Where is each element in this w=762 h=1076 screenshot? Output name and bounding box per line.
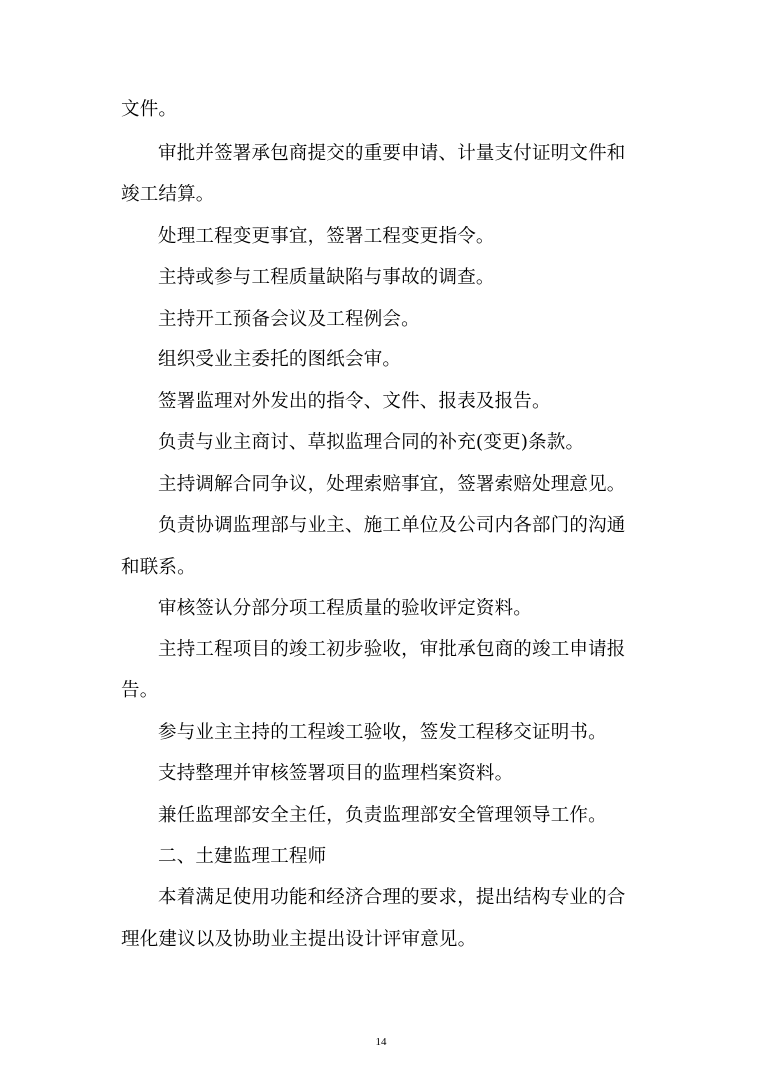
text-line: 兼任监理部安全主任，负责监理部安全管理领导工作。 — [158, 805, 607, 826]
text-line: 负责与业主商讨、草拟监理合同的补充(变更)条款。 — [158, 432, 585, 453]
text-line: 文件。 — [121, 99, 178, 120]
text-line: 主持工程项目的竣工初步验收，审批承包商的竣工申请报 — [158, 639, 626, 660]
text-line: 负责协调监理部与业主、施工单位及公司内各部门的沟通 — [158, 515, 626, 536]
text-line: 和联系。 — [121, 557, 196, 578]
text-line: 支持整理并审核签署项目的监理档案资料。 — [158, 763, 514, 784]
page-number: 14 — [375, 1036, 387, 1048]
text-line: 告。 — [121, 680, 159, 701]
text-line: 主持调解合同争议，处理索赔事宜，签署索赔处理意见。 — [158, 474, 626, 495]
text-line: 处理工程变更事宜，签署工程变更指令。 — [158, 226, 495, 247]
text-line: 参与业主主持的工程竣工验收，签发工程移交证明书。 — [158, 722, 607, 743]
text-line: 本着满足使用功能和经济合理的要求，提出结构专业的合 — [158, 887, 626, 908]
text-line: 签署监理对外发出的指令、文件、报表及报告。 — [158, 391, 551, 412]
section-heading: 二、土建监理工程师 — [158, 846, 327, 867]
text-line: 主持开工预备会议及工程例会。 — [158, 309, 420, 330]
text-line: 组织受业主委托的图纸会审。 — [158, 349, 402, 370]
text-line: 主持或参与工程质量缺陷与事故的调查。 — [158, 267, 495, 288]
text-line: 竣工结算。 — [121, 184, 215, 205]
text-line: 审批并签署承包商提交的重要申请、计量支付证明文件和 — [158, 143, 626, 164]
text-line: 理化建议以及协助业主提出设计评审意见。 — [121, 929, 477, 950]
text-line: 审核签认分部分项工程质量的验收评定资料。 — [158, 598, 533, 619]
